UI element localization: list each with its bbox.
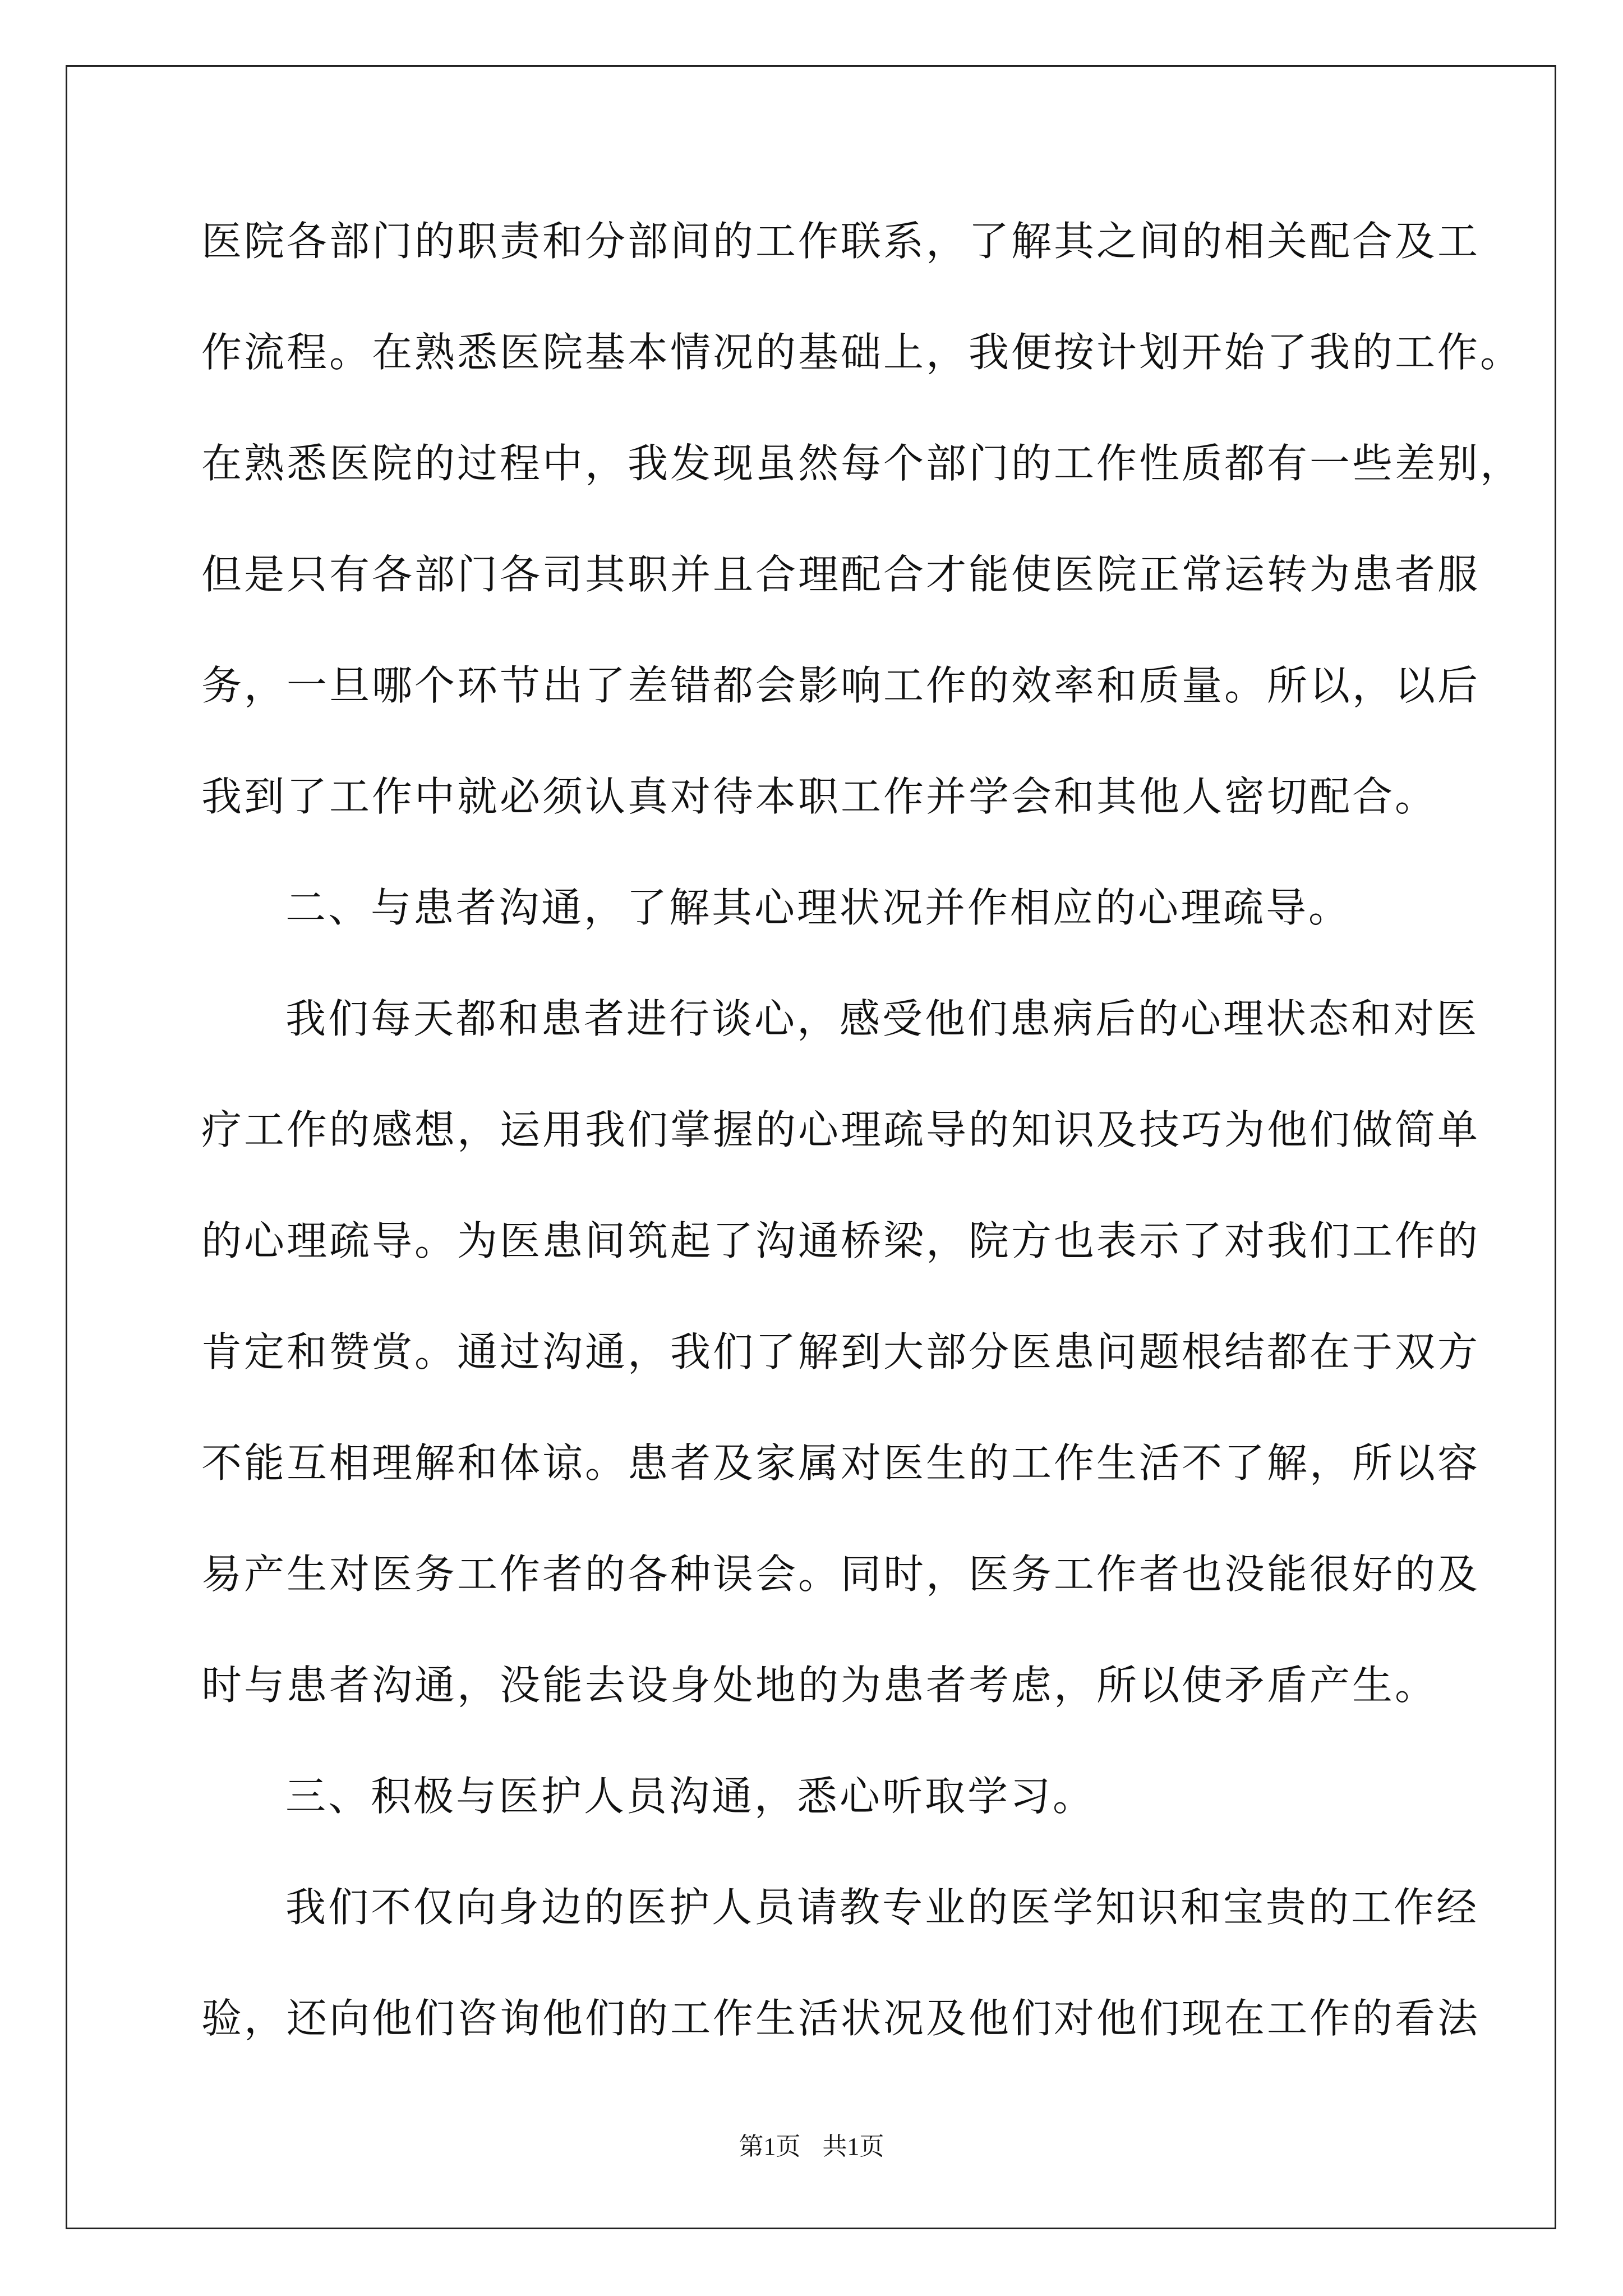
text-line: 的心理疏导。为医患间筑起了沟通桥梁，院方也表示了对我们工作的 [201, 1217, 1481, 1264]
text-line: 我到了工作中就必须认真对待本职工作并学会和其他人密切配合。 [201, 773, 1438, 820]
text-line: 疗工作的感想，运用我们掌握的心理疏导的知识及技巧为他们做简单 [201, 1106, 1481, 1153]
text-line: 验，还向他们咨询他们的工作生活状况及他们对他们现在工作的看法 [201, 1995, 1481, 2042]
text-line: 我们不仅向身边的医护人员请教专业的医学知识和宝贵的工作经 [285, 1884, 1479, 1931]
page-footer [0, 2126, 1623, 2162]
text-line: 我们每天都和患者进行谈心，感受他们患病后的心理状态和对医 [285, 995, 1479, 1042]
page-number-current: 第1页 [739, 2133, 801, 2160]
text-line: 在熟悉医院的过程中，我发现虽然每个部门的工作性质都有一些差别， [201, 440, 1523, 487]
text-line: 肯定和赞赏。通过沟通，我们了解到大部分医患问题根结都在于双方 [201, 1328, 1481, 1375]
page-number-total: 共1页 [822, 2133, 884, 2160]
text-line: 务，一旦哪个环节出了差错都会影响工作的效率和质量。所以，以后 [201, 662, 1481, 709]
text-line: 时与患者沟通，没能去设身处地的为患者考虑，所以使矛盾产生。 [201, 1662, 1438, 1709]
text-line: 作流程。在熟悉医院基本情况的基础上，我便按计划开始了我的工作。 [201, 329, 1523, 376]
text-line: 三、积极与医护人员沟通，悉心听取学习。 [285, 1773, 1096, 1820]
document-body [201, 208, 1523, 2096]
text-line: 二、与患者沟通，了解其心理状况并作相应的心理疏导。 [285, 884, 1352, 931]
text-line: 但是只有各部门各司其职并且合理配合才能使医院正常运转为患者服 [201, 551, 1481, 598]
text-line: 医院各部门的职责和分部间的工作联系，了解其之间的相关配合及工 [201, 218, 1481, 265]
text-line: 易产生对医务工作者的各种误会。同时，医务工作者也没能很好的及 [201, 1550, 1481, 1598]
text-line: 不能互相理解和体谅。患者及家属对医生的工作生活不了解，所以容 [201, 1439, 1481, 1487]
